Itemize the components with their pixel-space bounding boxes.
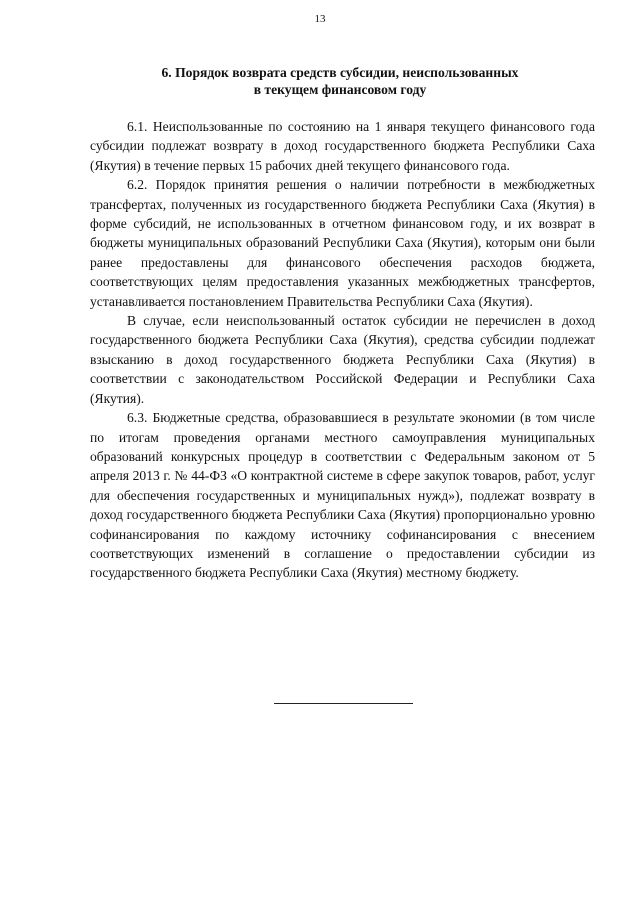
section-body bbox=[90, 117, 595, 583]
paragraph-6-2: 6.2. Порядок принятия решения о наличии потребности в межбюджетных трансфертах, полученных из государственного бюджета Республики Саха (Якутия) в форме субсидий, не использованных в отчетном финансовом году, и их возврат в бюджеты муниципальных образований Республики Саха (Якутия), которым они были ранее предоставлены для финансового обеспечения расходов бюджета, соответствующих целям предоставления указанных межбюджетных трансфертов, устанавливается постановлением Правительства Республики Саха (Якутия). bbox=[90, 177, 595, 309]
section-heading-line-2: в текущем финансовом году bbox=[253, 82, 427, 97]
paragraph-6-2-continuation: В случае, если неиспользованный остаток субсидии не перечислен в доход государственного бюджета Республики Саха (Якутия), средства субсидии подлежат взысканию в доход государственного бюджета Республики Саха (Якутия) в соответствии с законодательством Российской Федерации и Республики Саха (Якутия). bbox=[90, 313, 595, 406]
paragraph-6-1: 6.1. Неиспользованные по состоянию на 1 января текущего финансового года субсидии подлежат возврату в доход государственного бюджета Республики Саха (Якутия) в течение первых 15 рабочих дней текущего финансового года. bbox=[90, 119, 595, 173]
page-number: 13 bbox=[314, 13, 326, 25]
section-heading-line-1: 6. Порядок возврата средств субсидии, неиспользованных bbox=[161, 65, 519, 80]
section-heading bbox=[90, 64, 590, 98]
end-of-document-rule bbox=[274, 703, 413, 704]
paragraph-6-3: 6.3. Бюджетные средства, образовавшиеся в результате экономии (в том числе по итогам проведения органами местного самоуправления муниципальных образований конкурсных процедур в соответствии с Федеральным законом от 5 апреля 2013 г. № 44-ФЗ «О контрактной системе в сфере закупок товаров, работ, услуг для обеспечения государственных и муниципальных нужд»), подлежат возврату в доход государственного бюджета Республики Саха (Якутия) пропорционально уровню софинансирования по каждому источнику софинансирования с внесением соответствующих изменений в соглашение о предоставлении субсидии из государственного бюджета Республики Саха (Якутия) местному бюджету. bbox=[90, 410, 595, 581]
